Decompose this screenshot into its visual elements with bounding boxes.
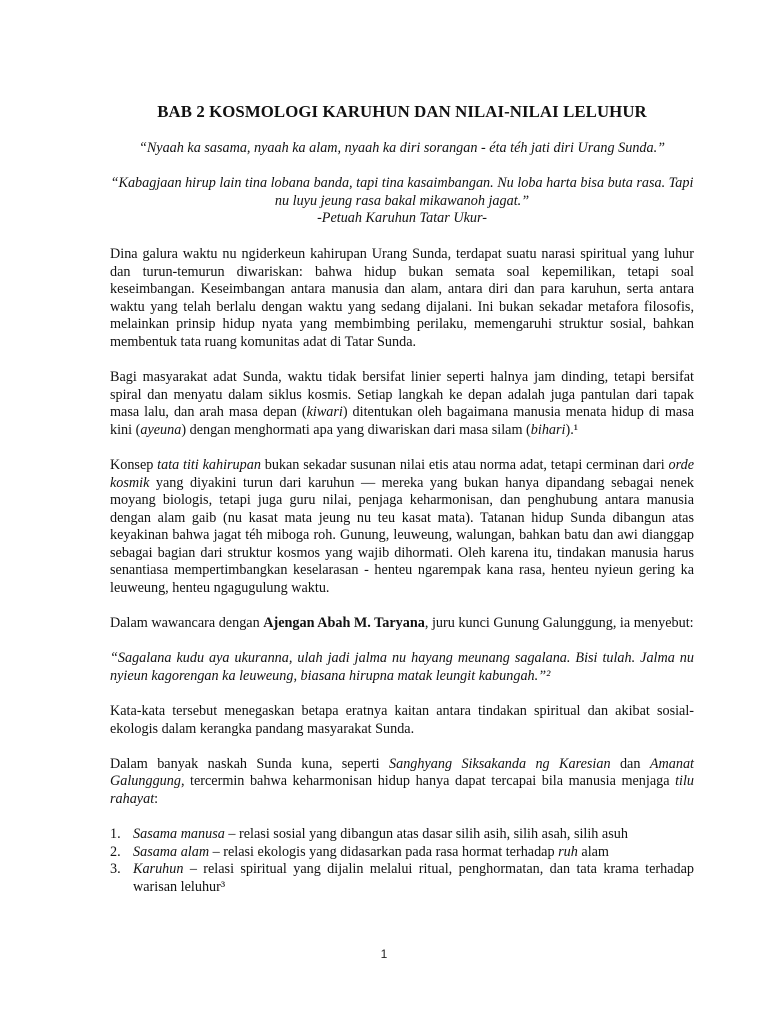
list-number: 2. <box>110 843 121 860</box>
paragraph-1: Dina galura waktu nu ngiderkeun kahirupan Urang Sunda, terdapat suatu narasi spiritual yang luhur dan turun-temurun diwariskan: bahwa hidup bukan semata soal kepemilikan, tetapi soal keseimbangan. Keseimbangan antara manusia dan alam, antara diri dan para karuhun, serta antara waktu yang telah berlalu dengan waktu yang sedang dijalani. Ini bukan sekadar metafora filosofis, melainkan prinsip hidup nyata yang membimbing perilaku, memengaruhi struktur sosial, bahkan membentuk tata ruang komunitas adat di Tatar Sunda. <box>110 245 694 350</box>
paragraph-5: Kata-kata tersebut menegaskan betapa eratnya kaitan antara tindakan spiritual dan akibat sosial-ekologis dalam kerangka pandang masyarakat Sunda. <box>110 702 694 737</box>
list-number: 1. <box>110 825 121 842</box>
manuscript-title-2: Amanat Galunggung <box>110 755 694 790</box>
list-number: 3. <box>110 861 121 878</box>
term-orde-kosmik: orde kosmik <box>110 456 694 491</box>
paragraph-2-part-a: Bagi masyarakat adat Sunda, waktu tidak bersifat linier seperti halnya jam dinding, tetapi bersifat spiral dan menyatu dalam siklus kosmis. Setiap langkah ke depan adalah juga pantulan dari tapak masa lalu, dan arah masa depan ( <box>110 369 694 421</box>
epigraph-2-text: “Kabagjaan hirup lain tina lobana banda, tapi tina kasaimbangan. Nu loba harta bisa buta rasa. Tapi nu luyu jeung rasa bakal mikawanoh jagat.” <box>110 175 694 209</box>
list-term: Sasama manusa <box>133 825 225 842</box>
list-term: Sasama alam <box>133 843 210 860</box>
paragraph-3-part-c: yang diyakini turun dari karuhun — mereka yang bukan hanya dipandang sebagai nenek moyang biologis, tetapi juga guru nilai, penjaga keharmonisan, dan penghubung antara manusia dengan alam gaib (nu kasat mata jeung nu teu kasat mata). Tatanan hidup Sunda dibangun atas keyakinan bahwa jagat téh miboga roh. Gunung, leuweung, walungan, bahkan batu dan awi dianggap sebagai bagian dari struktur kosmos yang wajib dihormati. Oleh karena itu, tindakan manusia harus senantiasa mempertimbangkan keselarasan - henteu ngarempak kana rasa, henteu nyieun gering ka leuweung, henteu ngagugulung waktu. <box>110 474 694 597</box>
list-term: Karuhun <box>133 861 184 878</box>
term-ayeuna: ayeuna <box>140 421 182 438</box>
list-text: – relasi spiritual yang dijalin melalui ritual, penghormatan, dan tata krama terhadap warisan leluhur³ <box>133 861 694 895</box>
list-extra-term: ruh <box>558 843 578 860</box>
paragraph-6-part-c: , tercermin bahwa keharmonisan hidup hanya dapat tercapai bila manusia menjaga <box>180 773 676 790</box>
list-item <box>110 861 694 896</box>
manuscript-title-1: Sanghyang Siksakanda ng Karesian <box>389 755 611 772</box>
term-tata-titi-kahirupan: tata titi kahirupan <box>157 456 261 473</box>
epigraph-2 <box>110 175 694 228</box>
list-item <box>110 826 694 844</box>
paragraph-6-part-b: dan <box>610 755 650 772</box>
paragraph-3 <box>110 457 694 598</box>
list-text: – relasi sosial yang dibangun atas dasar silih asih, silih asah, silih asuh <box>224 825 628 842</box>
list-text: – relasi ekologis yang didasarkan pada rasa hormat terhadap <box>209 843 559 860</box>
paragraph-2 <box>110 369 694 439</box>
paragraph-3-part-a: Konsep <box>110 456 158 473</box>
term-tilu-rahayat: tilu rahayat <box>110 773 694 807</box>
paragraph-2-part-c: ) dengan menghormati apa yang diwariskan dari masa silam ( <box>181 421 531 438</box>
list-tail: alam <box>577 843 609 860</box>
chapter-title: BAB 2 KOSMOLOGI KARUHUN DAN NILAI-NILAI LELUHUR <box>157 102 647 121</box>
term-kiwari: kiwari <box>306 404 343 421</box>
paragraph-6-part-d: : <box>154 790 159 807</box>
page-number: 1 <box>380 947 388 961</box>
page-content <box>110 103 694 896</box>
paragraph-6 <box>110 756 694 809</box>
tilu-rahayat-list <box>110 826 694 896</box>
list-item <box>110 844 694 862</box>
paragraph-6-part-a: Dalam banyak naskah Sunda kuna, seperti <box>110 755 389 772</box>
paragraph-4 <box>110 615 694 633</box>
interviewee-name: Ajengan Abah M. Taryana <box>263 615 425 632</box>
epigraph-2-attribution: -Petuah Karuhun Tatar Ukur- <box>317 210 487 227</box>
paragraph-2-part-b: ) ditentukan oleh bagaimana manusia menata hidup di masa kini ( <box>110 404 695 438</box>
term-bihari: bihari <box>530 421 566 438</box>
paragraph-2-part-d: ).¹ <box>565 421 578 438</box>
paragraph-3-part-b: bukan sekadar susunan nilai etis atau norma adat, tetapi cerminan dari <box>260 456 669 473</box>
epigraph-1: “Nyaah ka sasama, nyaah ka alam, nyaah ka diri sorangan - éta téh jati diri Urang Sunda.” <box>138 139 666 156</box>
paragraph-4-part-b: , juru kunci Gunung Galunggung, ia menyebut: <box>424 615 694 632</box>
paragraph-4-part-a: Dalam wawancara dengan <box>110 615 264 632</box>
interview-quote: “Sagalana kudu aya ukuranna, ulah jadi jalma nu hayang meunang sagalana. Bisi tulah. Jalma nu nyieun kagorengan ka leuweung, biasana hirupna matak leungit kabungah.”² <box>110 650 694 684</box>
